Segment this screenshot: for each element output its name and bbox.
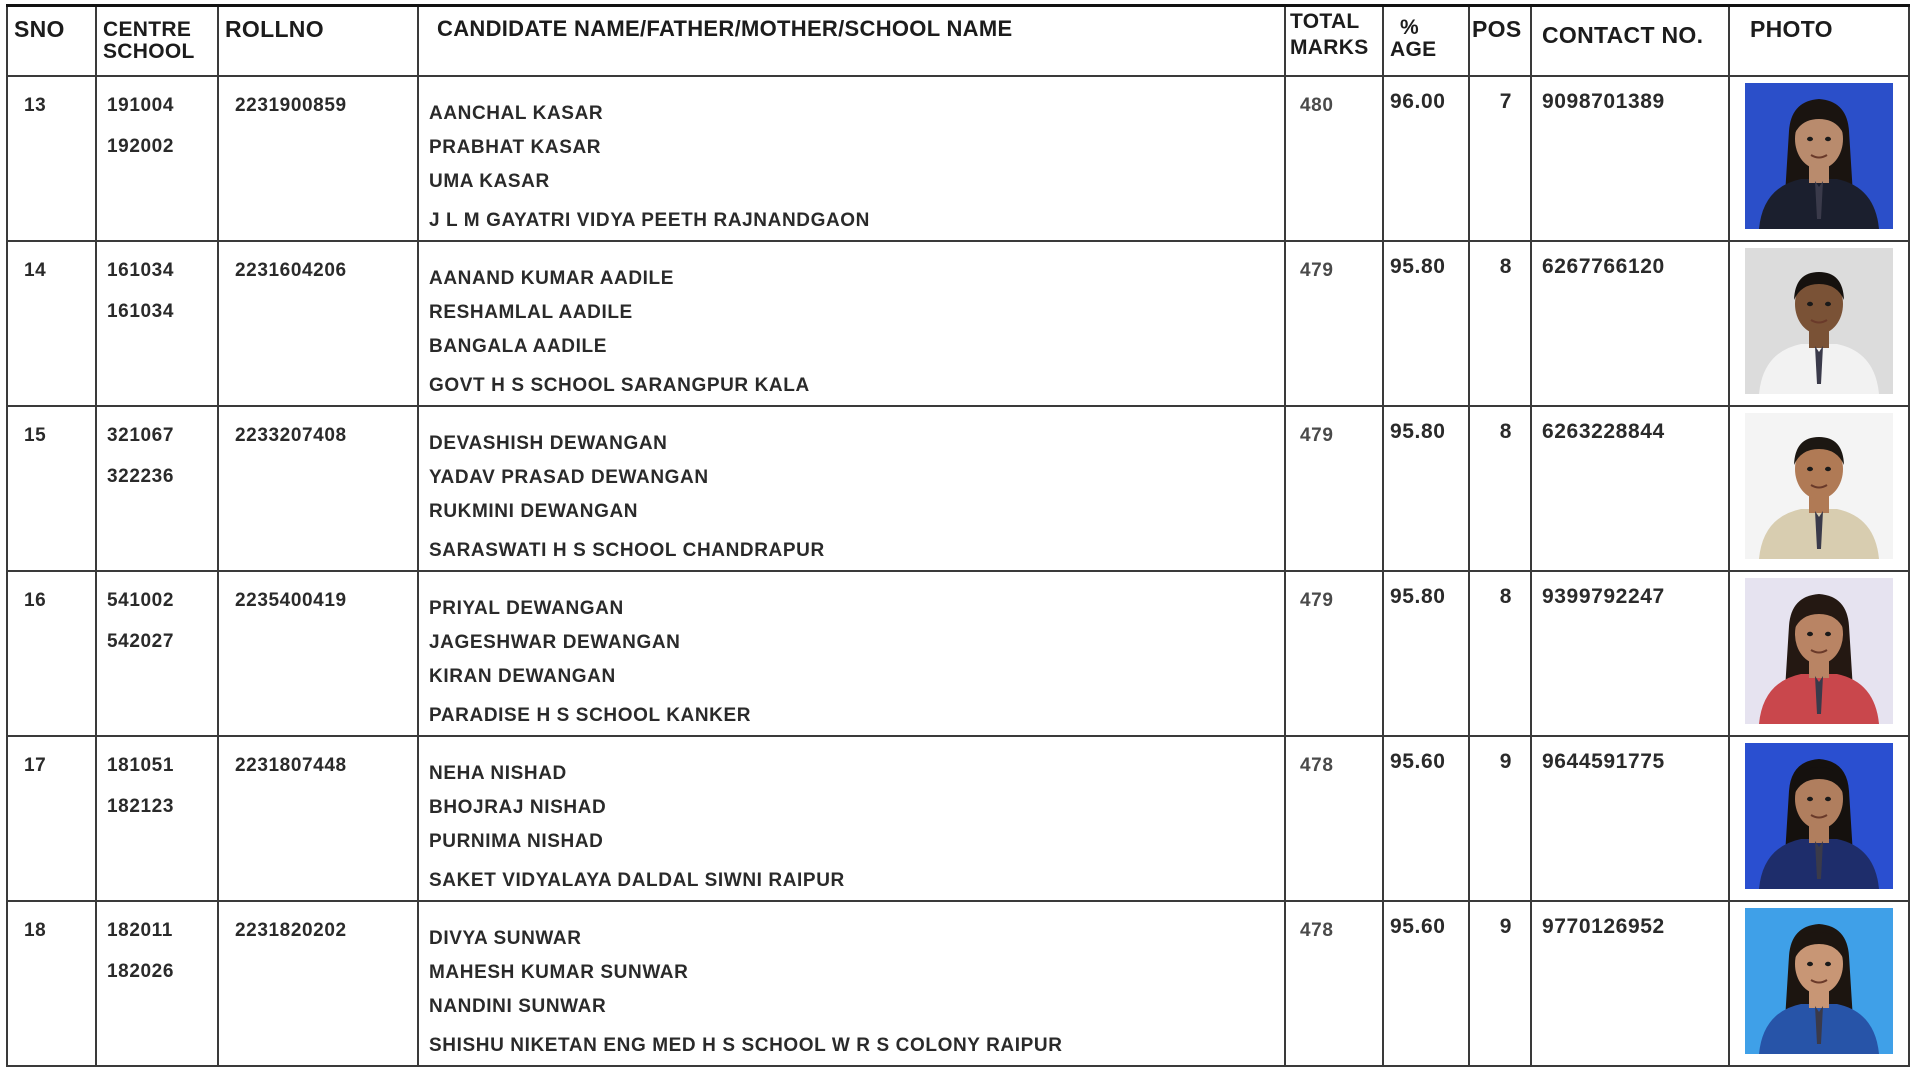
cell-percentage — [1383, 571, 1469, 736]
candidate-name: DIVYA SUNWAR — [429, 927, 582, 949]
roll-number: 2231820202 — [235, 919, 347, 941]
school-code: 182026 — [107, 960, 175, 982]
school-code: 322236 — [107, 465, 175, 487]
percentage: 95.80 — [1390, 254, 1446, 278]
contact-number: 9399792247 — [1542, 584, 1665, 608]
centre-code: 191004 — [107, 94, 175, 116]
candidate-photo — [1745, 248, 1893, 394]
candidate-name: AANAND KUMAR AADILE — [429, 267, 675, 289]
table-row — [7, 76, 1909, 241]
cell-centre-school — [96, 736, 218, 901]
school-name: GOVT H S SCHOOL SARANGPUR KALA — [429, 374, 810, 396]
photo-eye-right — [1825, 631, 1831, 635]
cell-position — [1469, 571, 1531, 736]
cell-centre-school — [96, 901, 218, 1066]
serial-number: 13 — [24, 94, 47, 116]
photo-eye-right — [1825, 961, 1831, 965]
centre-code: 541002 — [107, 589, 175, 611]
cell-rollno — [218, 571, 418, 736]
mother-name: NANDINI SUNWAR — [429, 995, 607, 1017]
contact-number: 6263228844 — [1542, 419, 1665, 443]
cell-sno — [7, 901, 96, 1066]
centre-code: 161034 — [107, 259, 175, 281]
cell-contact — [1531, 736, 1729, 901]
merit-position: 8 — [1499, 419, 1512, 443]
total-marks: 480 — [1300, 94, 1334, 116]
mother-name: UMA KASAR — [429, 170, 550, 192]
table-row — [7, 406, 1909, 571]
cell-photo — [1729, 406, 1909, 571]
portrait-image — [1745, 248, 1893, 394]
school-code: 161034 — [107, 300, 175, 322]
header-centre-school — [96, 6, 218, 76]
cell-total-marks — [1285, 571, 1383, 736]
centre-code: 321067 — [107, 424, 175, 446]
father-name: YADAV PRASAD DEWANGAN — [429, 466, 709, 488]
cell-position — [1469, 736, 1531, 901]
roll-number: 2231807448 — [235, 754, 347, 776]
portrait-image — [1745, 908, 1893, 1054]
photo-eye-right — [1825, 796, 1831, 800]
cell-rollno — [218, 901, 418, 1066]
cell-position — [1469, 76, 1531, 241]
table-row — [7, 571, 1909, 736]
school-name: SARASWATI H S SCHOOL CHANDRAPUR — [429, 539, 825, 561]
candidate-name: DEVASHISH DEWANGAN — [429, 432, 668, 454]
mother-name: KIRAN DEWANGAN — [429, 665, 616, 687]
header-total-marks — [1285, 6, 1383, 76]
header-total-label: TOTAL — [1290, 10, 1360, 33]
candidate-photo — [1745, 83, 1893, 229]
contact-number: 6267766120 — [1542, 254, 1665, 278]
serial-number: 17 — [24, 754, 47, 776]
cell-centre-school — [96, 571, 218, 736]
cell-candidate-details — [418, 241, 1285, 406]
percentage: 95.80 — [1390, 419, 1446, 443]
school-code: 192002 — [107, 135, 175, 157]
candidate-photo — [1745, 413, 1893, 559]
cell-rollno — [218, 241, 418, 406]
header-percent-symbol: % — [1400, 16, 1419, 39]
cell-centre-school — [96, 406, 218, 571]
photo-eye-left — [1807, 466, 1813, 470]
header-age-label: AGE — [1390, 38, 1437, 61]
cell-percentage — [1383, 76, 1469, 241]
roll-number: 2231604206 — [235, 259, 347, 281]
serial-number: 14 — [24, 259, 47, 281]
cell-centre-school — [96, 241, 218, 406]
cell-candidate-details — [418, 736, 1285, 901]
cell-sno — [7, 736, 96, 901]
percentage: 96.00 — [1390, 89, 1446, 113]
cell-photo — [1729, 241, 1909, 406]
table-body — [7, 76, 1909, 1066]
candidate-photo — [1745, 908, 1893, 1054]
total-marks: 478 — [1300, 919, 1334, 941]
portrait-image — [1745, 413, 1893, 559]
table-row — [7, 736, 1909, 901]
candidate-name: NEHA NISHAD — [429, 762, 567, 784]
cell-centre-school — [96, 76, 218, 241]
merit-position: 7 — [1499, 89, 1512, 113]
table-row — [7, 901, 1909, 1066]
school-name: SAKET VIDYALAYA DALDAL SIWNI RAIPUR — [429, 869, 845, 891]
header-school-label: SCHOOL — [103, 40, 195, 63]
cell-percentage — [1383, 241, 1469, 406]
header-percentage — [1383, 6, 1469, 76]
candidate-name: AANCHAL KASAR — [429, 102, 604, 124]
header-centre-label: CENTRE — [103, 18, 192, 41]
header-photo: PHOTO — [1729, 6, 1909, 76]
total-marks: 479 — [1300, 424, 1334, 446]
cell-total-marks — [1285, 241, 1383, 406]
total-marks: 479 — [1300, 589, 1334, 611]
table-row — [7, 241, 1909, 406]
cell-photo — [1729, 571, 1909, 736]
photo-eye-right — [1825, 466, 1831, 470]
father-name: MAHESH KUMAR SUNWAR — [429, 961, 689, 983]
serial-number: 15 — [24, 424, 47, 446]
roll-number: 2235400419 — [235, 589, 347, 611]
total-marks: 479 — [1300, 259, 1334, 281]
photo-eye-left — [1807, 796, 1813, 800]
cell-contact — [1531, 571, 1729, 736]
serial-number: 16 — [24, 589, 47, 611]
cell-rollno — [218, 406, 418, 571]
contact-number: 9770126952 — [1542, 914, 1665, 938]
merit-position: 8 — [1499, 254, 1512, 278]
cell-percentage — [1383, 406, 1469, 571]
cell-contact — [1531, 901, 1729, 1066]
portrait-image — [1745, 743, 1893, 889]
header-candidate-details: CANDIDATE NAME/FATHER/MOTHER/SCHOOL NAME — [418, 6, 1285, 76]
photo-eye-right — [1825, 136, 1831, 140]
father-name: BHOJRAJ NISHAD — [429, 796, 607, 818]
school-code: 182123 — [107, 795, 175, 817]
cell-photo — [1729, 76, 1909, 241]
photo-eye-left — [1807, 631, 1813, 635]
father-name: JAGESHWAR DEWANGAN — [429, 631, 681, 653]
cell-total-marks — [1285, 736, 1383, 901]
photo-eye-left — [1807, 136, 1813, 140]
cell-candidate-details — [418, 406, 1285, 571]
photo-eye-left — [1807, 961, 1813, 965]
cell-sno — [7, 241, 96, 406]
cell-contact — [1531, 76, 1729, 241]
candidate-name: PRIYAL DEWANGAN — [429, 597, 624, 619]
photo-eye-left — [1807, 301, 1813, 305]
merit-position: 9 — [1499, 749, 1512, 773]
cell-contact — [1531, 241, 1729, 406]
merit-position: 9 — [1499, 914, 1512, 938]
contact-number: 9098701389 — [1542, 89, 1665, 113]
header-rollno: ROLLNO — [218, 6, 418, 76]
mother-name: BANGALA AADILE — [429, 335, 607, 357]
candidate-photo — [1745, 743, 1893, 889]
cell-percentage — [1383, 736, 1469, 901]
photo-eye-right — [1825, 301, 1831, 305]
mother-name: PURNIMA NISHAD — [429, 830, 604, 852]
merit-position: 8 — [1499, 584, 1512, 608]
cell-candidate-details — [418, 571, 1285, 736]
roll-number: 2233207408 — [235, 424, 347, 446]
cell-sno — [7, 406, 96, 571]
merit-list-table — [6, 4, 1910, 1067]
portrait-image — [1745, 83, 1893, 229]
portrait-image — [1745, 578, 1893, 724]
percentage: 95.80 — [1390, 584, 1446, 608]
cell-position — [1469, 241, 1531, 406]
cell-sno — [7, 571, 96, 736]
cell-position — [1469, 406, 1531, 571]
cell-rollno — [218, 76, 418, 241]
cell-candidate-details — [418, 76, 1285, 241]
candidate-photo — [1745, 578, 1893, 724]
total-marks: 478 — [1300, 754, 1334, 776]
school-code: 542027 — [107, 630, 175, 652]
centre-code: 182011 — [107, 919, 173, 941]
header-contact: CONTACT NO. — [1531, 6, 1729, 76]
cell-position — [1469, 901, 1531, 1066]
contact-number: 9644591775 — [1542, 749, 1665, 773]
header-position: POS — [1469, 6, 1531, 76]
father-name: PRABHAT KASAR — [429, 136, 602, 158]
school-name: SHISHU NIKETAN ENG MED H S SCHOOL W R S COLONY RAIPUR — [429, 1034, 1063, 1056]
percentage: 95.60 — [1390, 914, 1446, 938]
cell-percentage — [1383, 901, 1469, 1066]
header-sno: SNO — [7, 6, 96, 76]
school-name: PARADISE H S SCHOOL KANKER — [429, 704, 752, 726]
centre-code: 181051 — [107, 754, 175, 776]
cell-rollno — [218, 736, 418, 901]
cell-sno — [7, 76, 96, 241]
header-marks-label: MARKS — [1290, 36, 1369, 59]
cell-total-marks — [1285, 901, 1383, 1066]
roll-number: 2231900859 — [235, 94, 347, 116]
cell-photo — [1729, 901, 1909, 1066]
merit-list-sheet — [6, 4, 1908, 1072]
serial-number: 18 — [24, 919, 47, 941]
cell-contact — [1531, 406, 1729, 571]
cell-total-marks — [1285, 76, 1383, 241]
cell-candidate-details — [418, 901, 1285, 1066]
table-header-row — [7, 6, 1909, 76]
percentage: 95.60 — [1390, 749, 1446, 773]
cell-photo — [1729, 736, 1909, 901]
cell-total-marks — [1285, 406, 1383, 571]
school-name: J L M GAYATRI VIDYA PEETH RAJNANDGAON — [429, 209, 870, 231]
father-name: RESHAMLAL AADILE — [429, 301, 633, 323]
mother-name: RUKMINI DEWANGAN — [429, 500, 639, 522]
